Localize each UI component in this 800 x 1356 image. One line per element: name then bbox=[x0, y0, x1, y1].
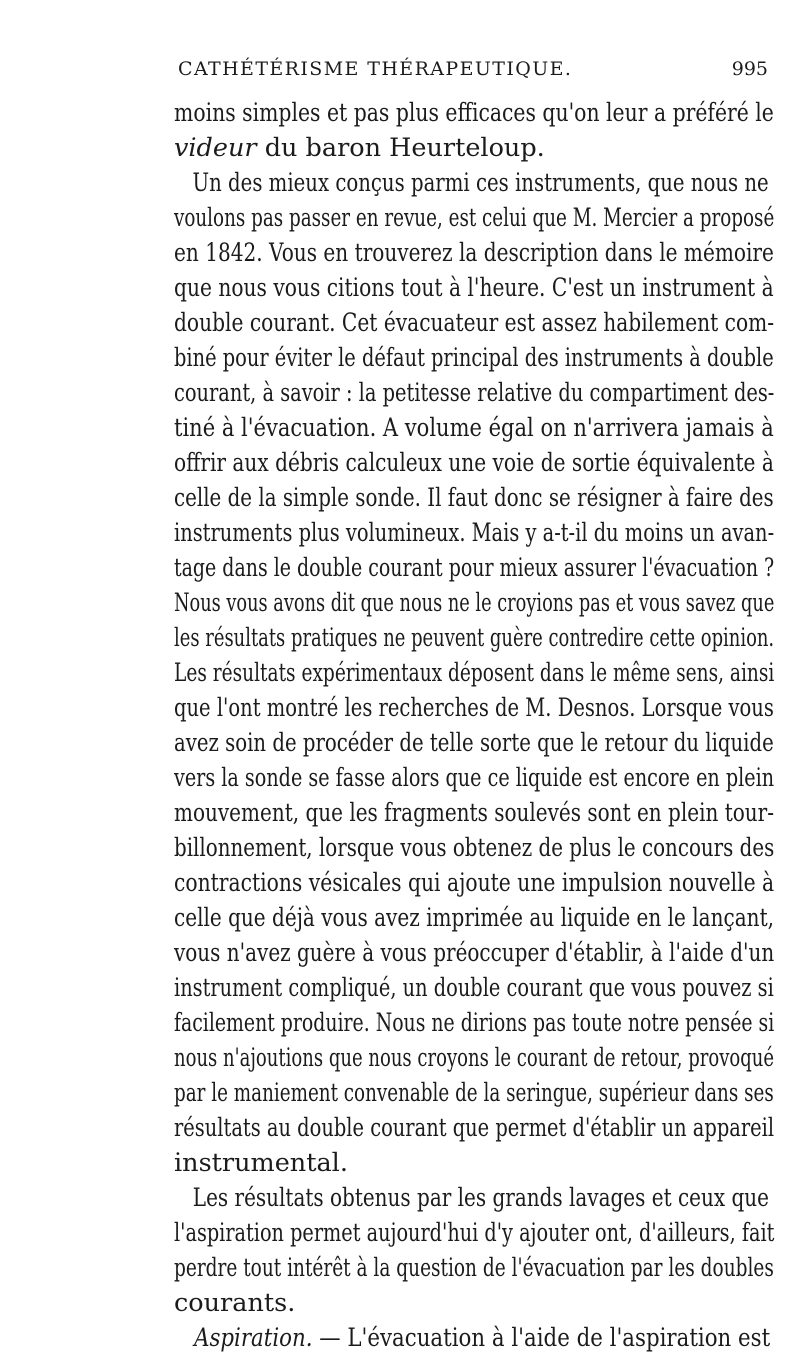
text-line bbox=[174, 1146, 774, 1181]
text-line bbox=[174, 1076, 774, 1111]
text-line bbox=[174, 621, 775, 656]
text-run: du baron Heurteloup. bbox=[256, 133, 545, 163]
text-run: contractions vésicales qui ajoute une impulsion nouvelle à bbox=[174, 868, 775, 898]
text-run: facilement produire. Nous ne dirions pas toute notre pensée si bbox=[174, 1008, 775, 1038]
page-number: 995 bbox=[731, 58, 768, 80]
text-run: tiné à l'évacuation. A volume égal on n'arrivera jamais à bbox=[174, 413, 774, 443]
text-run: celle de la simple sonde. Il faut donc se résigner à faire des bbox=[174, 483, 774, 513]
text-line bbox=[174, 936, 775, 971]
text-line bbox=[174, 446, 774, 481]
text-run: Les résultats obtenus par les grands lavages et ceux que bbox=[192, 1183, 769, 1213]
text-line bbox=[174, 691, 774, 726]
text-line bbox=[174, 516, 775, 551]
text-run: Nous vous avons dit que nous ne le croyions pas et vous savez que bbox=[174, 588, 775, 618]
text-run: vous n'avez guère à vous préoccuper d'établir, à l'aide d'un bbox=[174, 938, 775, 968]
text-line bbox=[174, 341, 774, 376]
text-run: perdre tout intérêt à la question de l'évacuation par les doubles bbox=[174, 1253, 774, 1283]
text-run: courant, à savoir : la petitesse relative du compartiment des- bbox=[174, 378, 775, 408]
text-line bbox=[174, 831, 775, 866]
text-run: instruments plus volumineux. Mais y a-t-il du moins un avan- bbox=[174, 518, 775, 548]
text-line bbox=[174, 1041, 775, 1076]
text-line bbox=[174, 481, 774, 516]
text-line bbox=[174, 586, 775, 621]
text-line bbox=[174, 656, 775, 691]
text-run: courants. bbox=[174, 1288, 296, 1318]
text-line bbox=[174, 166, 769, 201]
text-run: nous n'ajoutions que nous croyons le courant de retour, provoqué bbox=[174, 1043, 775, 1073]
text-run: que l'ont montré les recherches de M. Desnos. Lorsque vous bbox=[174, 693, 774, 723]
text-run: vers la sonde se fasse alors que ce liquide est encore en plein bbox=[174, 763, 775, 793]
text-run: mouvement, que les fragments soulevés sont en plein tour- bbox=[174, 798, 774, 828]
text-run: billonnement, lorsque vous obtenez de plus le concours des bbox=[174, 833, 775, 863]
text-line bbox=[174, 1006, 775, 1041]
text-run: par le maniement convenable de la seringue, supérieur dans ses bbox=[174, 1078, 774, 1108]
text-run: en 1842. Vous en trouverez la description dans le mémoire bbox=[174, 238, 774, 268]
text-line bbox=[174, 411, 774, 446]
text-run: biné pour éviter le défaut principal des instruments à double bbox=[174, 343, 774, 373]
text-line bbox=[174, 131, 774, 166]
running-title: CATHÉTÉRISME THÉRAPEUTIQUE. bbox=[178, 58, 573, 80]
text-run: que nous vous citions tout à l'heure. C'est un instrument à bbox=[174, 273, 774, 303]
text-line bbox=[174, 726, 774, 761]
italic-run: videur bbox=[174, 133, 257, 163]
running-head bbox=[178, 58, 768, 90]
text-run: voulons pas passer en revue, est celui que M. Mercier a proposé bbox=[174, 203, 775, 233]
text-run: l'aspiration permet aujourd'hui d'y ajouter ont, d'ailleurs, fait bbox=[174, 1218, 775, 1248]
text-line bbox=[174, 306, 775, 341]
text-run: les résultats pratiques ne peuvent guère contredire cette opinion. bbox=[174, 623, 775, 653]
text-run: avez soin de procéder de telle sorte que le retour du liquide bbox=[174, 728, 774, 758]
text-line bbox=[174, 236, 774, 271]
text-line bbox=[174, 901, 774, 936]
text-line bbox=[174, 1216, 775, 1251]
text-run: résultats au double courant que permet d'établir un appareil bbox=[174, 1113, 775, 1143]
text-line bbox=[174, 761, 775, 796]
text-run: — L'évacuation à l'aide de l'aspiration est bbox=[312, 1323, 771, 1353]
italic-run: Aspiration. bbox=[194, 1323, 313, 1353]
text-line bbox=[174, 271, 774, 306]
text-run: moins simples et pas plus efficaces qu'on leur a préféré le bbox=[174, 98, 774, 128]
text-line bbox=[174, 971, 774, 1006]
text-run: instrument compliqué, un double courant que vous pouvez si bbox=[174, 973, 774, 1003]
text-run: offrir aux débris calculeux une voie de sortie équivalente à bbox=[174, 448, 774, 478]
body-text bbox=[174, 96, 774, 1356]
text-run: instrumental. bbox=[174, 1148, 348, 1178]
text-run: Un des mieux conçus parmi ces instruments, que nous ne bbox=[192, 168, 769, 198]
text-line bbox=[174, 376, 775, 411]
text-line bbox=[174, 1111, 775, 1146]
text-line bbox=[174, 1251, 774, 1286]
text-line bbox=[174, 1321, 771, 1356]
text-run: tage dans le double courant pour mieux assurer l'évacuation ? bbox=[174, 553, 775, 583]
text-line bbox=[174, 201, 775, 236]
text-line bbox=[174, 551, 775, 586]
text-run: double courant. Cet évacuateur est assez habilement com- bbox=[174, 308, 775, 338]
text-line bbox=[174, 96, 774, 131]
text-line bbox=[174, 1181, 769, 1216]
text-line bbox=[174, 866, 775, 901]
text-run: celle que déjà vous avez imprimée au liquide en le lançant, bbox=[174, 903, 774, 933]
text-run: Les résultats expérimentaux déposent dans le même sens, ainsi bbox=[174, 658, 775, 688]
text-line bbox=[174, 796, 774, 831]
text-line bbox=[174, 1286, 774, 1321]
